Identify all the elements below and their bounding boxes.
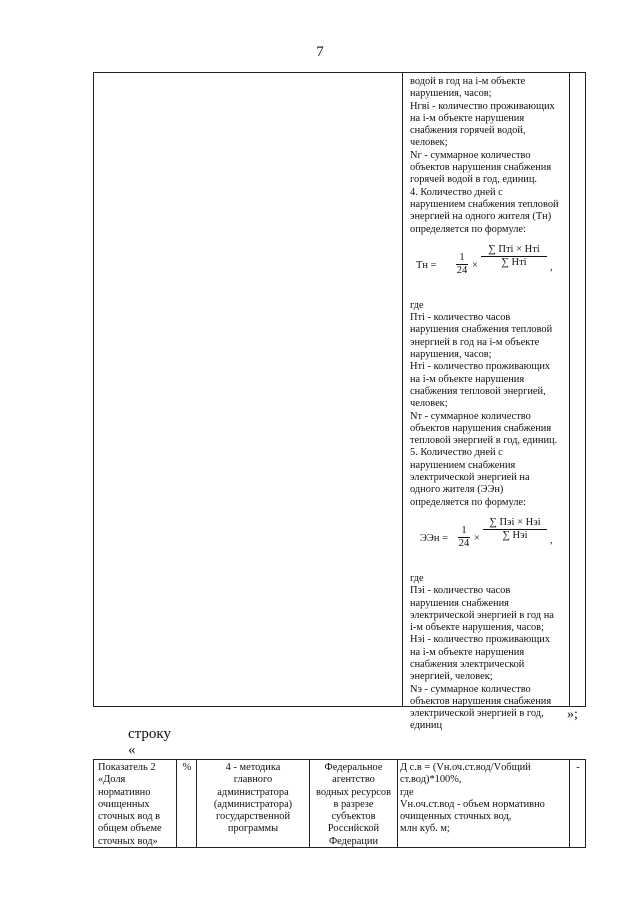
text-line: Vн.оч.ст.вод - объем нормативно bbox=[400, 798, 545, 810]
heat-water-text bbox=[410, 76, 570, 236]
text-line: государственной bbox=[215, 811, 291, 823]
text-line: человек; bbox=[410, 398, 448, 410]
text-line: снабжения электрической bbox=[410, 658, 525, 670]
text-line: Российской bbox=[327, 823, 380, 835]
text-line: общем объеме bbox=[98, 823, 162, 835]
text-line: водных ресурсов bbox=[316, 786, 391, 798]
text-line: «Доля bbox=[98, 774, 126, 786]
text-line: снабжения горячей водой, bbox=[410, 125, 526, 137]
method-description-cell bbox=[410, 76, 570, 733]
text-line: Показатель 2 bbox=[98, 762, 156, 773]
text-line: сточных вод в bbox=[98, 811, 161, 823]
column-divider bbox=[196, 760, 197, 847]
column-divider bbox=[402, 73, 403, 706]
text-line: нарушением снабжения тепловой bbox=[410, 198, 559, 210]
text-line: на i-м объекте нарушения bbox=[410, 112, 525, 124]
text-line: программы bbox=[227, 823, 279, 835]
text-line: на i-м объекте нарушения bbox=[410, 646, 525, 658]
sum-numerator: ∑ Птi × Нтi bbox=[481, 244, 547, 257]
text-line: определяется по формуле: bbox=[410, 223, 526, 235]
sum-numerator: ∑ Пэi × Нэi bbox=[483, 517, 547, 530]
text-line: Д с.в = (Vн.оч.ст.вод/Vобщий bbox=[400, 762, 531, 773]
text-line: нарушения снабжения bbox=[410, 597, 509, 609]
text-line: млн куб. м; bbox=[400, 823, 450, 835]
text-line: в разрезе bbox=[333, 798, 374, 810]
text-line: электрической энергией в год, bbox=[410, 708, 544, 720]
stroku-word: строку bbox=[128, 726, 171, 742]
text-line: Nг - суммарное количество bbox=[410, 149, 531, 161]
text-line: на i-м объекте нарушения bbox=[410, 373, 525, 385]
electric-legend-text bbox=[410, 573, 570, 733]
column-divider bbox=[397, 760, 398, 847]
formula-comma: , bbox=[550, 534, 553, 546]
text-line: ст.вод)*100%, bbox=[400, 774, 462, 786]
text-line: 5. Количество дней с bbox=[410, 447, 503, 459]
text-line: тепловой энергией в год, единиц. bbox=[410, 435, 558, 447]
heat-formula bbox=[410, 238, 570, 300]
closing-quote: »; bbox=[567, 707, 578, 722]
text-line: Nэ - суммарное количество bbox=[410, 683, 531, 695]
formula-lhs: Тн = bbox=[416, 259, 437, 271]
coefficient-fraction bbox=[456, 252, 468, 278]
formula-comma: , bbox=[550, 261, 553, 273]
formula-lhs: ЭЭн = bbox=[420, 532, 449, 544]
indicator-name-cell bbox=[98, 762, 174, 848]
source-cell bbox=[311, 762, 396, 848]
text-line: администратора bbox=[217, 786, 289, 798]
text-line: горячей водой в год, единиц. bbox=[410, 174, 538, 186]
times-sign: × bbox=[474, 532, 480, 544]
text-line: где bbox=[400, 786, 414, 798]
text-line: энергией на одного жителя (Тн) bbox=[410, 211, 552, 223]
text-line: где bbox=[410, 572, 424, 584]
text-line: единиц bbox=[410, 720, 443, 732]
text-line: агентство bbox=[332, 774, 375, 786]
dash-cell: - bbox=[576, 762, 580, 773]
text-line: где bbox=[410, 299, 424, 311]
text-line: i-м объекте нарушения, часов; bbox=[410, 622, 544, 634]
text-line: сточных вод» bbox=[98, 835, 158, 847]
text-line: Нэi - количество проживающих bbox=[410, 634, 551, 646]
coefficient-fraction bbox=[458, 525, 470, 551]
sum-fraction bbox=[483, 517, 547, 543]
text-line: электрической энергией в год на bbox=[410, 609, 554, 621]
text-line: энергией в год на i-м объекте bbox=[410, 336, 540, 348]
text-line: главного bbox=[233, 774, 273, 786]
fraction-denominator: 24 bbox=[458, 538, 470, 550]
text-line: снабжения тепловой энергией, bbox=[410, 385, 546, 397]
text-line: 4. Количество дней с bbox=[410, 186, 503, 198]
indicator-row-table bbox=[93, 759, 586, 848]
text-line: объектов нарушения снабжения bbox=[410, 695, 552, 707]
text-line: Нгвi - количество проживающих bbox=[410, 100, 555, 112]
text-line: энергией, человек; bbox=[410, 671, 493, 683]
text-line: нарушения, часов; bbox=[410, 88, 492, 100]
text-line: нормативно bbox=[98, 786, 151, 798]
electric-formula bbox=[410, 511, 570, 573]
text-line: (администратора) bbox=[213, 798, 293, 810]
unit-cell: % bbox=[182, 762, 192, 773]
text-line: нарушения, часов; bbox=[410, 349, 492, 361]
text-line: определяется по формуле: bbox=[410, 496, 526, 508]
page-number: 7 bbox=[316, 44, 324, 60]
fraction-denominator: 24 bbox=[456, 265, 468, 277]
sum-fraction bbox=[481, 244, 547, 270]
open-quote: « bbox=[128, 742, 136, 758]
heat-legend-text bbox=[410, 300, 570, 509]
text-line: нарушением снабжения bbox=[410, 459, 516, 471]
sum-denominator: ∑ Нтi bbox=[501, 257, 527, 269]
column-divider bbox=[309, 760, 310, 847]
indicator-table-continuation bbox=[93, 72, 586, 732]
text-line: нарушения снабжения тепловой bbox=[410, 324, 553, 336]
fraction-numerator: 1 bbox=[456, 252, 468, 265]
text-line: Пэi - количество часов bbox=[410, 585, 511, 597]
text-line: объектов нарушения снабжения bbox=[410, 422, 552, 434]
text-line: одного жителя (ЭЭн) bbox=[410, 484, 504, 496]
text-line: очищенных сточных вод, bbox=[400, 811, 512, 823]
text-line: Nт - суммарное количество bbox=[410, 410, 531, 422]
text-line: электрической энергией на bbox=[410, 472, 530, 484]
fraction-numerator: 1 bbox=[458, 525, 470, 538]
text-line: Птi - количество часов bbox=[410, 312, 511, 324]
text-line: Нтi - количество проживающих bbox=[410, 361, 551, 373]
times-sign: × bbox=[472, 259, 478, 271]
text-line: человек; bbox=[410, 137, 448, 149]
text-line: субъектов bbox=[331, 811, 376, 823]
text-line: 4 - методика bbox=[225, 762, 281, 773]
text-line: объектов нарушения снабжения bbox=[410, 162, 552, 174]
formula-cell bbox=[400, 762, 568, 836]
sum-denominator: ∑ Нэi bbox=[502, 530, 528, 542]
column-divider bbox=[176, 760, 177, 847]
text-line: Федеральное bbox=[324, 762, 383, 773]
text-line: очищенных bbox=[98, 798, 150, 810]
methodology-cell bbox=[198, 762, 308, 836]
text-line: водой в год на i-м объекте bbox=[410, 76, 526, 87]
text-line: Федерации bbox=[328, 835, 379, 847]
column-divider bbox=[569, 760, 570, 847]
